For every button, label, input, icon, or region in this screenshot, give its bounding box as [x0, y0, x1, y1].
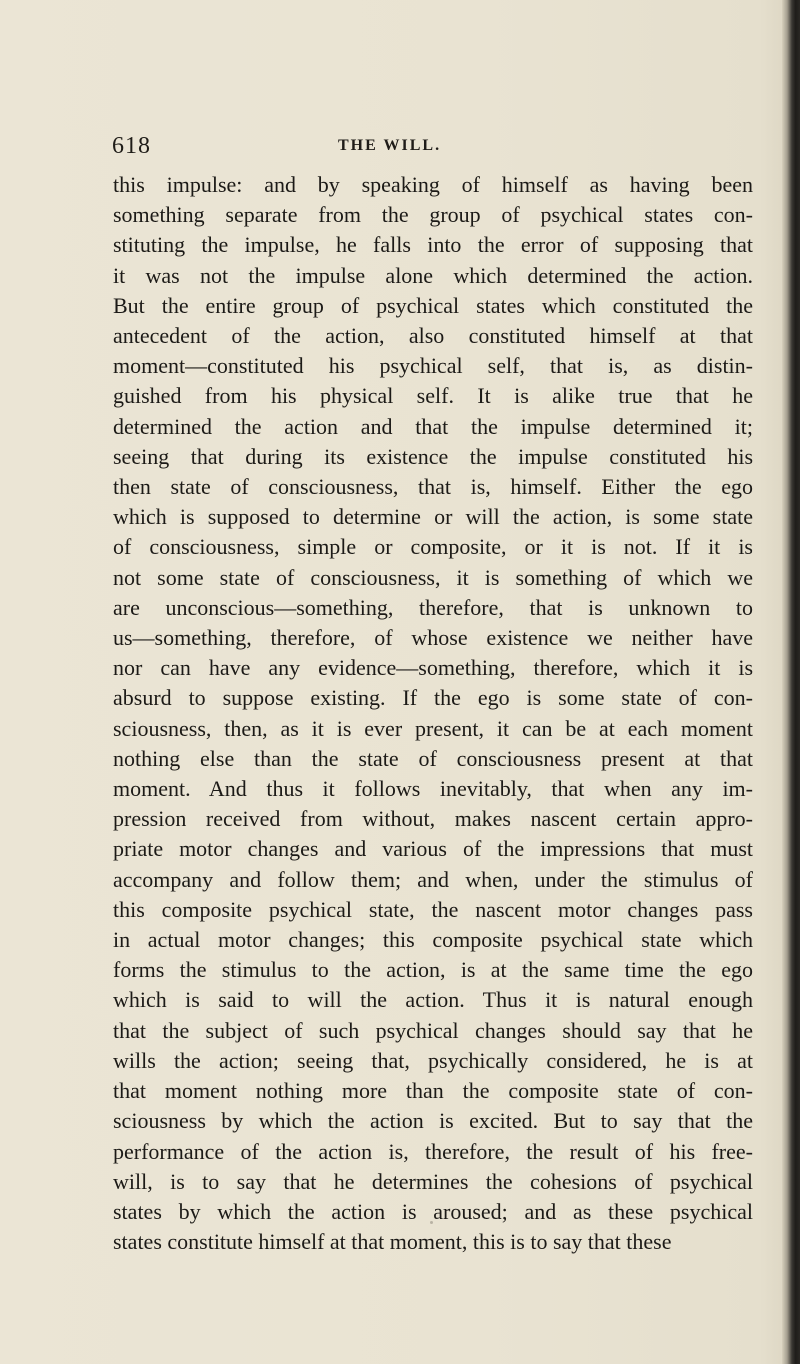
- text-line: nor can have any evidence—something, therefore, which it is: [113, 655, 753, 681]
- text-line: sciousness by which the action is excited. But to say that the: [113, 1108, 753, 1134]
- text-line: sciousness, then, as it is ever present, it can be at each moment: [113, 715, 753, 741]
- text-line: guished from his physical self. It is alike true that he: [113, 383, 753, 409]
- text-line: moment. And thus it follows inevitably, that when any im-: [113, 776, 753, 802]
- text-line: will, is to say that he determines the cohesions of psychical: [113, 1168, 753, 1194]
- text-line: priate motor changes and various of the impressions that must: [113, 836, 753, 862]
- text-line: states by which the action is aroused; and as these psychical: [113, 1198, 753, 1224]
- text-line: forms the stimulus to the action, is at the same time the ego: [113, 957, 753, 983]
- text-line: something separate from the group of psychical states con-: [113, 202, 753, 228]
- text-line: stituting the impulse, he falls into the error of supposing that: [113, 232, 753, 258]
- text-line: determined the action and that the impulse determined it;: [113, 413, 753, 439]
- text-line: then state of consciousness, that is, himself. Either the ego: [113, 474, 753, 500]
- text-line: us—something, therefore, of whose existence we neither have: [113, 625, 753, 651]
- text-line: states constitute himself at that moment, this is to say that these: [113, 1229, 672, 1255]
- text-line: nothing else than the state of consciousness present at that: [113, 745, 753, 771]
- text-line: that the subject of such psychical changes should say that he: [113, 1017, 753, 1043]
- text-line: absurd to suppose existing. If the ego is some state of con-: [113, 685, 753, 711]
- text-line: antecedent of the action, also constituted himself at that: [113, 323, 753, 349]
- running-title: THE WILL.: [338, 137, 442, 154]
- text-line: are unconscious—something, therefore, that is unknown to: [113, 594, 753, 620]
- text-line: accompany and follow them; and when, under the stimulus of: [113, 866, 753, 892]
- running-head: [112, 133, 742, 161]
- text-line: that moment nothing more than the composite state of con-: [113, 1078, 753, 1104]
- text-line: it was not the impulse alone which determined the action.: [113, 262, 753, 288]
- text-line: not some state of consciousness, it is something of which we: [113, 564, 753, 590]
- text-line: moment—constituted his psychical self, that is, as distin-: [113, 353, 753, 379]
- text-line: in actual motor changes; this composite psychical state which: [113, 927, 753, 953]
- text-line: performance of the action is, therefore, the result of his free-: [113, 1138, 753, 1164]
- text-line: which is supposed to determine or will the action, is some state: [113, 504, 753, 530]
- text-line: which is said to will the action. Thus it is natural enough: [113, 987, 753, 1013]
- text-line: seeing that during its existence the impulse constituted his: [113, 443, 753, 469]
- text-line: But the entire group of psychical states which constituted the: [113, 292, 753, 318]
- text-line: of consciousness, simple or composite, or it is not. If it is: [113, 534, 753, 560]
- body-text: [113, 170, 753, 1257]
- text-line: this impulse: and by speaking of himself as having been: [113, 172, 753, 197]
- paper-speck: [430, 1221, 433, 1224]
- text-line: this composite psychical state, the nascent motor changes pass: [113, 896, 753, 922]
- page-number: 618: [112, 133, 151, 159]
- text-line: wills the action; seeing that, psychically considered, he is at: [113, 1047, 753, 1073]
- text-line: pression received from without, makes nascent certain appro-: [113, 806, 753, 832]
- page-edge-shadow: [782, 0, 800, 1364]
